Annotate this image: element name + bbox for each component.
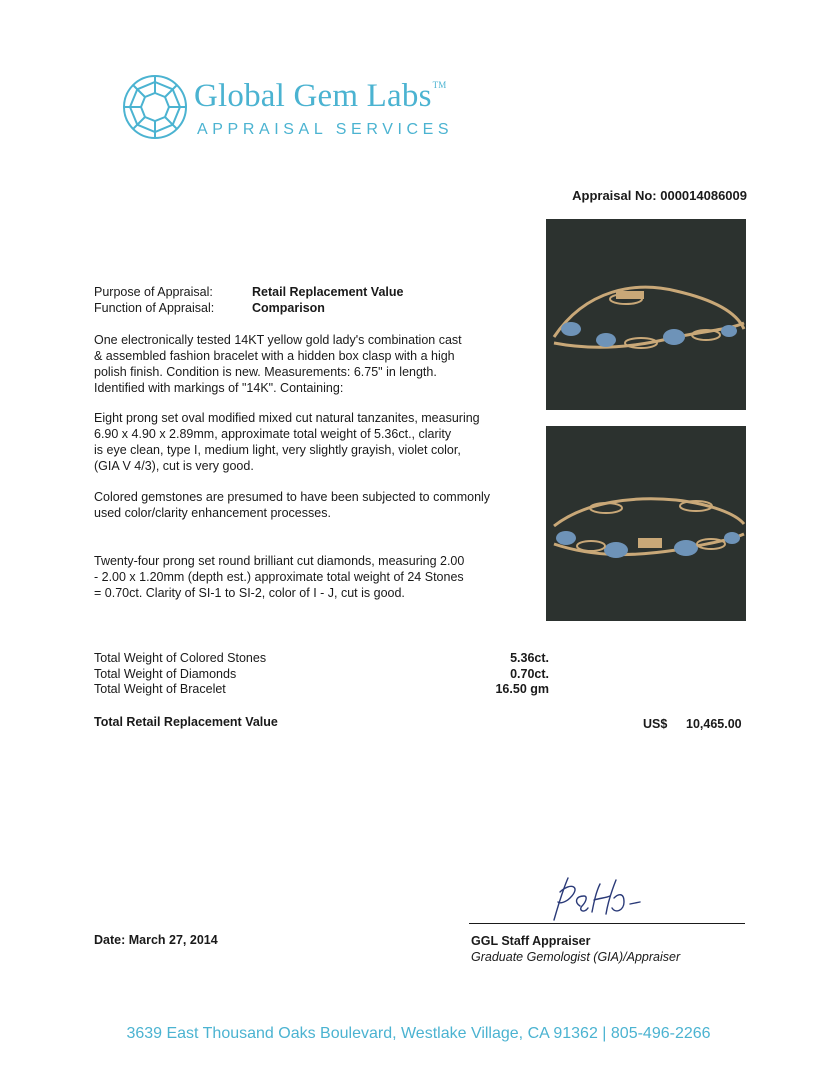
retail-value-amount: 10,465.00 <box>686 717 742 731</box>
function-value: Comparison <box>252 301 325 315</box>
description-paragraph <box>94 332 534 396</box>
tanzanite-paragraph <box>94 410 534 474</box>
brand-name <box>194 78 447 115</box>
text-line: - 2.00 x 1.20mm (depth est.) approximate total weight of 24 Stones <box>94 570 464 584</box>
brand-name-text: Global Gem Labs <box>194 78 432 114</box>
appraiser-credentials: Graduate Gemologist (GIA)/Appraiser <box>471 950 681 964</box>
function-label: Function of Appraisal: <box>94 301 215 315</box>
text-line: polish finish. Condition is new. Measurements: 6.75" in length. <box>94 365 437 379</box>
appraiser-title: GGL Staff Appraiser <box>471 934 591 948</box>
total-row <box>94 667 549 683</box>
appraiser-signature <box>540 872 650 926</box>
total-value: 0.70ct. <box>510 666 549 681</box>
text-line: Identified with markings of "14K". Containing: <box>94 381 344 395</box>
total-value: 16.50 gm <box>495 682 549 696</box>
text-line: Twenty-four prong set round brilliant cut diamonds, measuring 2.00 <box>94 554 465 568</box>
diamond-paragraph <box>94 553 534 601</box>
trademark: TM <box>432 80 447 90</box>
weight-totals <box>94 651 549 698</box>
bracelet-photo-top <box>546 219 746 410</box>
text-line: used color/clarity enhancement processes. <box>94 506 331 520</box>
total-label: Total Weight of Diamonds <box>94 666 237 681</box>
signature-line <box>469 923 745 924</box>
total-row <box>94 682 549 698</box>
purpose-label: Purpose of Appraisal: <box>94 285 213 299</box>
total-label: Total Weight of Colored Stones <box>94 651 267 665</box>
brand-subtitle: APPRAISAL SERVICES <box>197 121 454 138</box>
appraisal-number: Appraisal No: 000014086009 <box>572 188 747 203</box>
text-line: One electronically tested 14KT yellow gold lady's combination cast <box>94 333 462 347</box>
purpose-value: Retail Replacement Value <box>252 285 404 299</box>
bracelet-photo-bottom <box>546 426 746 621</box>
enhancement-paragraph <box>94 489 534 521</box>
text-line: Eight prong set oval modified mixed cut natural tanzanites, measuring <box>94 411 480 425</box>
text-line: (GIA V 4/3), cut is very good. <box>94 459 254 473</box>
purpose-row <box>94 284 403 300</box>
retail-value-label: Total Retail Replacement Value <box>94 715 278 729</box>
gem-logo-icon <box>121 73 189 141</box>
retail-currency: US$ <box>643 717 668 731</box>
text-line: & assembled fashion bracelet with a hidden box clasp with a high <box>94 349 455 363</box>
appraisal-date: Date: March 27, 2014 <box>94 933 218 947</box>
text-line: = 0.70ct. Clarity of SI-1 to SI-2, color of I - J, cut is good. <box>94 586 405 600</box>
total-value: 5.36ct. <box>510 651 549 665</box>
text-line: is eye clean, type I, medium light, very slightly grayish, violet color, <box>94 443 461 457</box>
text-line: Colored gemstones are presumed to have been subjected to commonly <box>94 490 491 504</box>
text-line: 6.90 x 4.90 x 2.89mm, approximate total weight of 5.36ct., clarity <box>94 427 452 441</box>
total-row <box>94 651 549 667</box>
total-label: Total Weight of Bracelet <box>94 682 226 696</box>
footer-address: 3639 East Thousand Oaks Boulevard, Westlake Village, CA 91362 | 805-496-2266 <box>126 1025 711 1042</box>
function-row <box>94 300 325 316</box>
